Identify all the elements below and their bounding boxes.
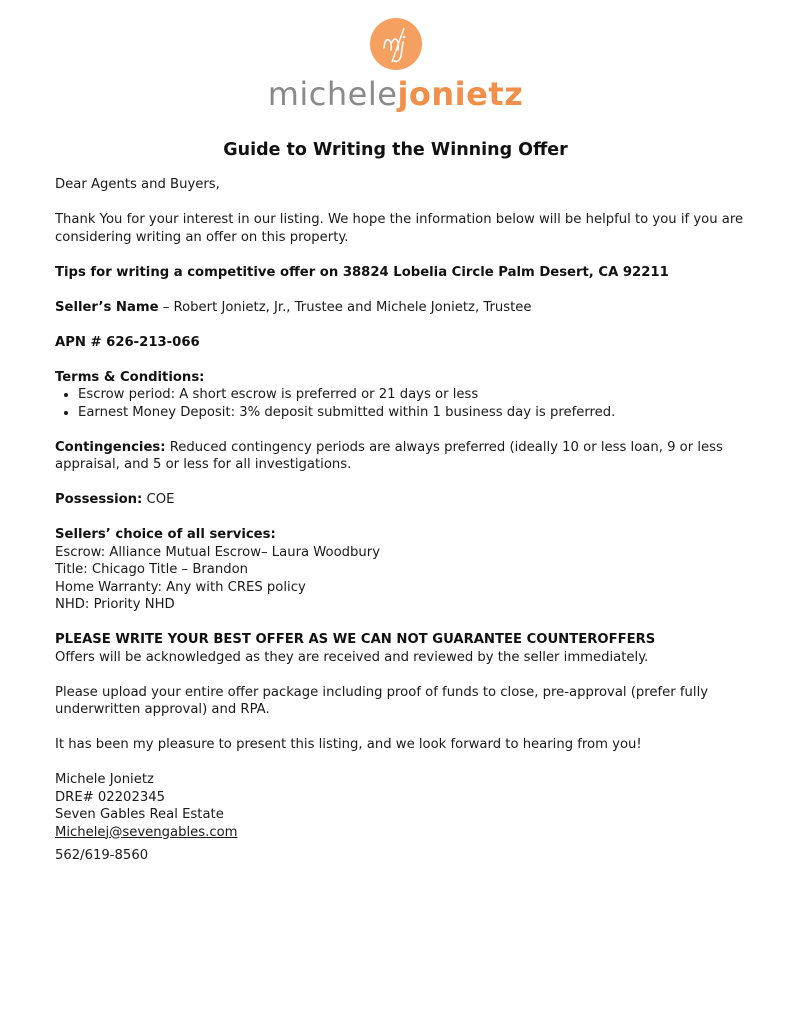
terms-heading-text: Terms & Conditions: bbox=[55, 369, 205, 385]
signature-name: Michele Jonietz bbox=[55, 772, 154, 787]
possession-label: Possession: bbox=[55, 492, 143, 507]
document-body bbox=[55, 176, 745, 865]
service-escrow: Escrow: Alliance Mutual Escrow– Laura Woodbury bbox=[55, 544, 380, 560]
service-title: Title: Chicago Title – Brandon bbox=[55, 562, 249, 577]
greeting: Dear Agents and Buyers, bbox=[55, 177, 220, 192]
terms-item-escrow: • Escrow period: A short escrow is preferred or 21 days or less bbox=[78, 386, 745, 404]
tips-heading bbox=[55, 264, 745, 282]
service-nhd: NHD: Priority NHD bbox=[55, 597, 175, 612]
best-offer-heading-text: PLEASE WRITE YOUR BEST OFFER AS WE CAN NOT GUARANTEE COUNTEROFFERS bbox=[55, 632, 656, 647]
best-offer-heading bbox=[55, 631, 745, 649]
document-title: Guide to Writing the Winning Offer bbox=[223, 140, 568, 160]
contingencies-value: Reduced contingency periods are always preferred (ideally 10 or less loan, 9 or less appraisal, and 5 or less for all investigations. bbox=[55, 439, 723, 472]
logo-last-name: jonietz bbox=[397, 75, 524, 113]
signature-company: Seven Gables Real Estate bbox=[55, 807, 224, 822]
terms-item-deposit: • Earnest Money Deposit: 3% deposit submitted within 1 business day is preferred. bbox=[78, 404, 745, 422]
possession-value: COE bbox=[142, 492, 175, 507]
contingencies-label: Contingencies: bbox=[55, 439, 166, 455]
signature-dre: DRE# 02202345 bbox=[55, 789, 166, 805]
seller-line bbox=[55, 299, 745, 317]
email-link[interactable]: Michelej@sevengables.com bbox=[55, 824, 238, 840]
logo-wordmark bbox=[0, 74, 791, 114]
services-heading bbox=[55, 526, 745, 544]
services-heading-text: Sellers’ choice of all services: bbox=[55, 527, 276, 542]
brand-logo bbox=[0, 14, 791, 114]
best-offer-text: Offers will be acknowledged as they are received and reviewed by the seller immediately. bbox=[55, 649, 649, 665]
apn-line bbox=[55, 334, 745, 352]
service-home-warranty: Home Warranty: Any with CRES policy bbox=[55, 579, 306, 595]
terms-heading bbox=[55, 369, 745, 387]
closing-paragraph: It has been my pleasure to present this listing, and we look forward to hearing from you! bbox=[55, 737, 642, 752]
signature-email-line bbox=[55, 824, 745, 842]
possession-line bbox=[55, 491, 745, 509]
logo-first-name: michele bbox=[267, 75, 398, 113]
monogram-mark bbox=[370, 18, 422, 70]
seller-value: – Robert Jonietz, Jr., Trustee and Michele Jonietz, Trustee bbox=[158, 299, 532, 315]
tips-heading-text: Tips for writing a competitive offer on 38824 Lobelia Circle Palm Desert, CA 92211 bbox=[55, 264, 669, 280]
seller-label: Seller’s Name bbox=[55, 299, 159, 315]
intro-paragraph: Thank You for your interest in our listing. We hope the information below will be helpful to you if you are considering writing an offer on this property. bbox=[55, 212, 744, 245]
terms-list bbox=[55, 386, 745, 421]
upload-paragraph: Please upload your entire offer package including proof of funds to close, pre-approval (prefer fully underwritten approval) and RPA. bbox=[55, 684, 709, 717]
monogram-badge bbox=[370, 18, 422, 70]
signature-phone: 562/619-8560 bbox=[55, 848, 149, 863]
apn-text: APN # 626-213-066 bbox=[55, 334, 200, 350]
contingencies-line bbox=[55, 439, 745, 474]
